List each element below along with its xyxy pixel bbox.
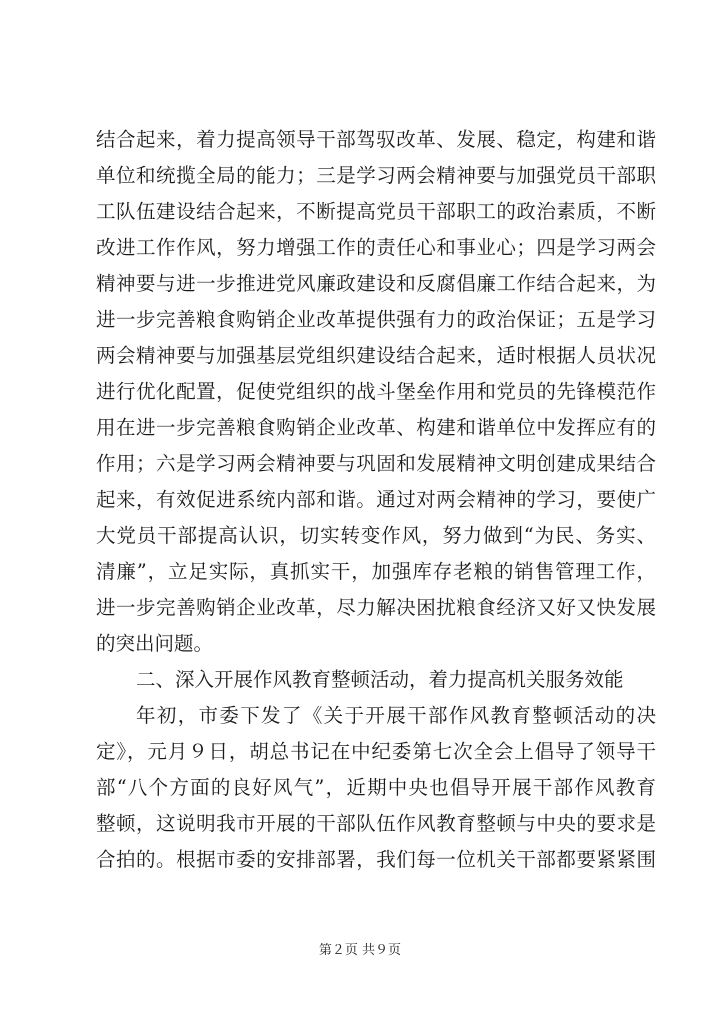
text-line: 年初，市委下发了《关于开展干部作风教育整顿活动的决 <box>136 704 656 727</box>
text-line: 清廉”，立足实际，真抓实干，加强库存老粮的销售管理工作， <box>96 560 656 583</box>
text-line: 工队伍建设结合起来，不断提高党员干部职工的政治素质，不断 <box>96 200 656 223</box>
text-line: 作用；六是学习两会精神要与巩固和发展精神文明创建成果结合 <box>96 452 656 475</box>
text-line: 进行优化配置，促使党组织的战斗堡垒作用和党员的先锋模范作 <box>96 380 656 403</box>
text-line: 进一步完善粮食购销企业改革提供强有力的政治保证；五是学习 <box>96 308 656 331</box>
text-line: 定》，元月９日，胡总书记在中纪委第七次全会上倡导了领导干 <box>96 740 656 763</box>
text-line: 合拍的。根据市委的安排部署，我们每一位机关干部都要紧紧围 <box>96 848 656 871</box>
text-line: 两会精神要与加强基层党组织建设结合起来，适时根据人员状况 <box>96 344 656 367</box>
section-heading: 二、深入开展作风教育整顿活动，着力提高机关服务效能 <box>136 668 624 691</box>
text-line: 的突出问题。 <box>96 632 214 655</box>
text-line: 起来，有效促进系统内部和谐。通过对两会精神的学习，要使广 <box>96 488 656 511</box>
text-line: 精神要与进一步推进党风廉政建设和反腐倡廉工作结合起来，为 <box>96 272 656 295</box>
text-line: 用在进一步完善粮食购销企业改革、构建和谐单位中发挥应有的 <box>96 416 656 439</box>
text-line: 结合起来，着力提高领导干部驾驭改革、发展、稳定，构建和谐 <box>96 128 656 151</box>
text-line: 改进工作作风，努力增强工作的责任心和事业心；四是学习两会 <box>96 236 656 259</box>
text-line: 部“八个方面的良好风气”，近期中央也倡导开展干部作风教育 <box>96 776 656 799</box>
text-line: 进一步完善购销企业改革，尽力解决困扰粮食经济又好又快发展 <box>96 596 656 619</box>
text-line: 整顿，这说明我市开展的干部队伍作风教育整顿与中央的要求是 <box>96 812 656 835</box>
text-line: 大党员干部提高认识，切实转变作风，努力做到“为民、务实、 <box>96 524 656 547</box>
text-line: 单位和统揽全局的能力；三是学习两会精神要与加强党员干部职 <box>96 164 656 187</box>
page-number-footer: 第２页 共９页 <box>318 943 402 958</box>
